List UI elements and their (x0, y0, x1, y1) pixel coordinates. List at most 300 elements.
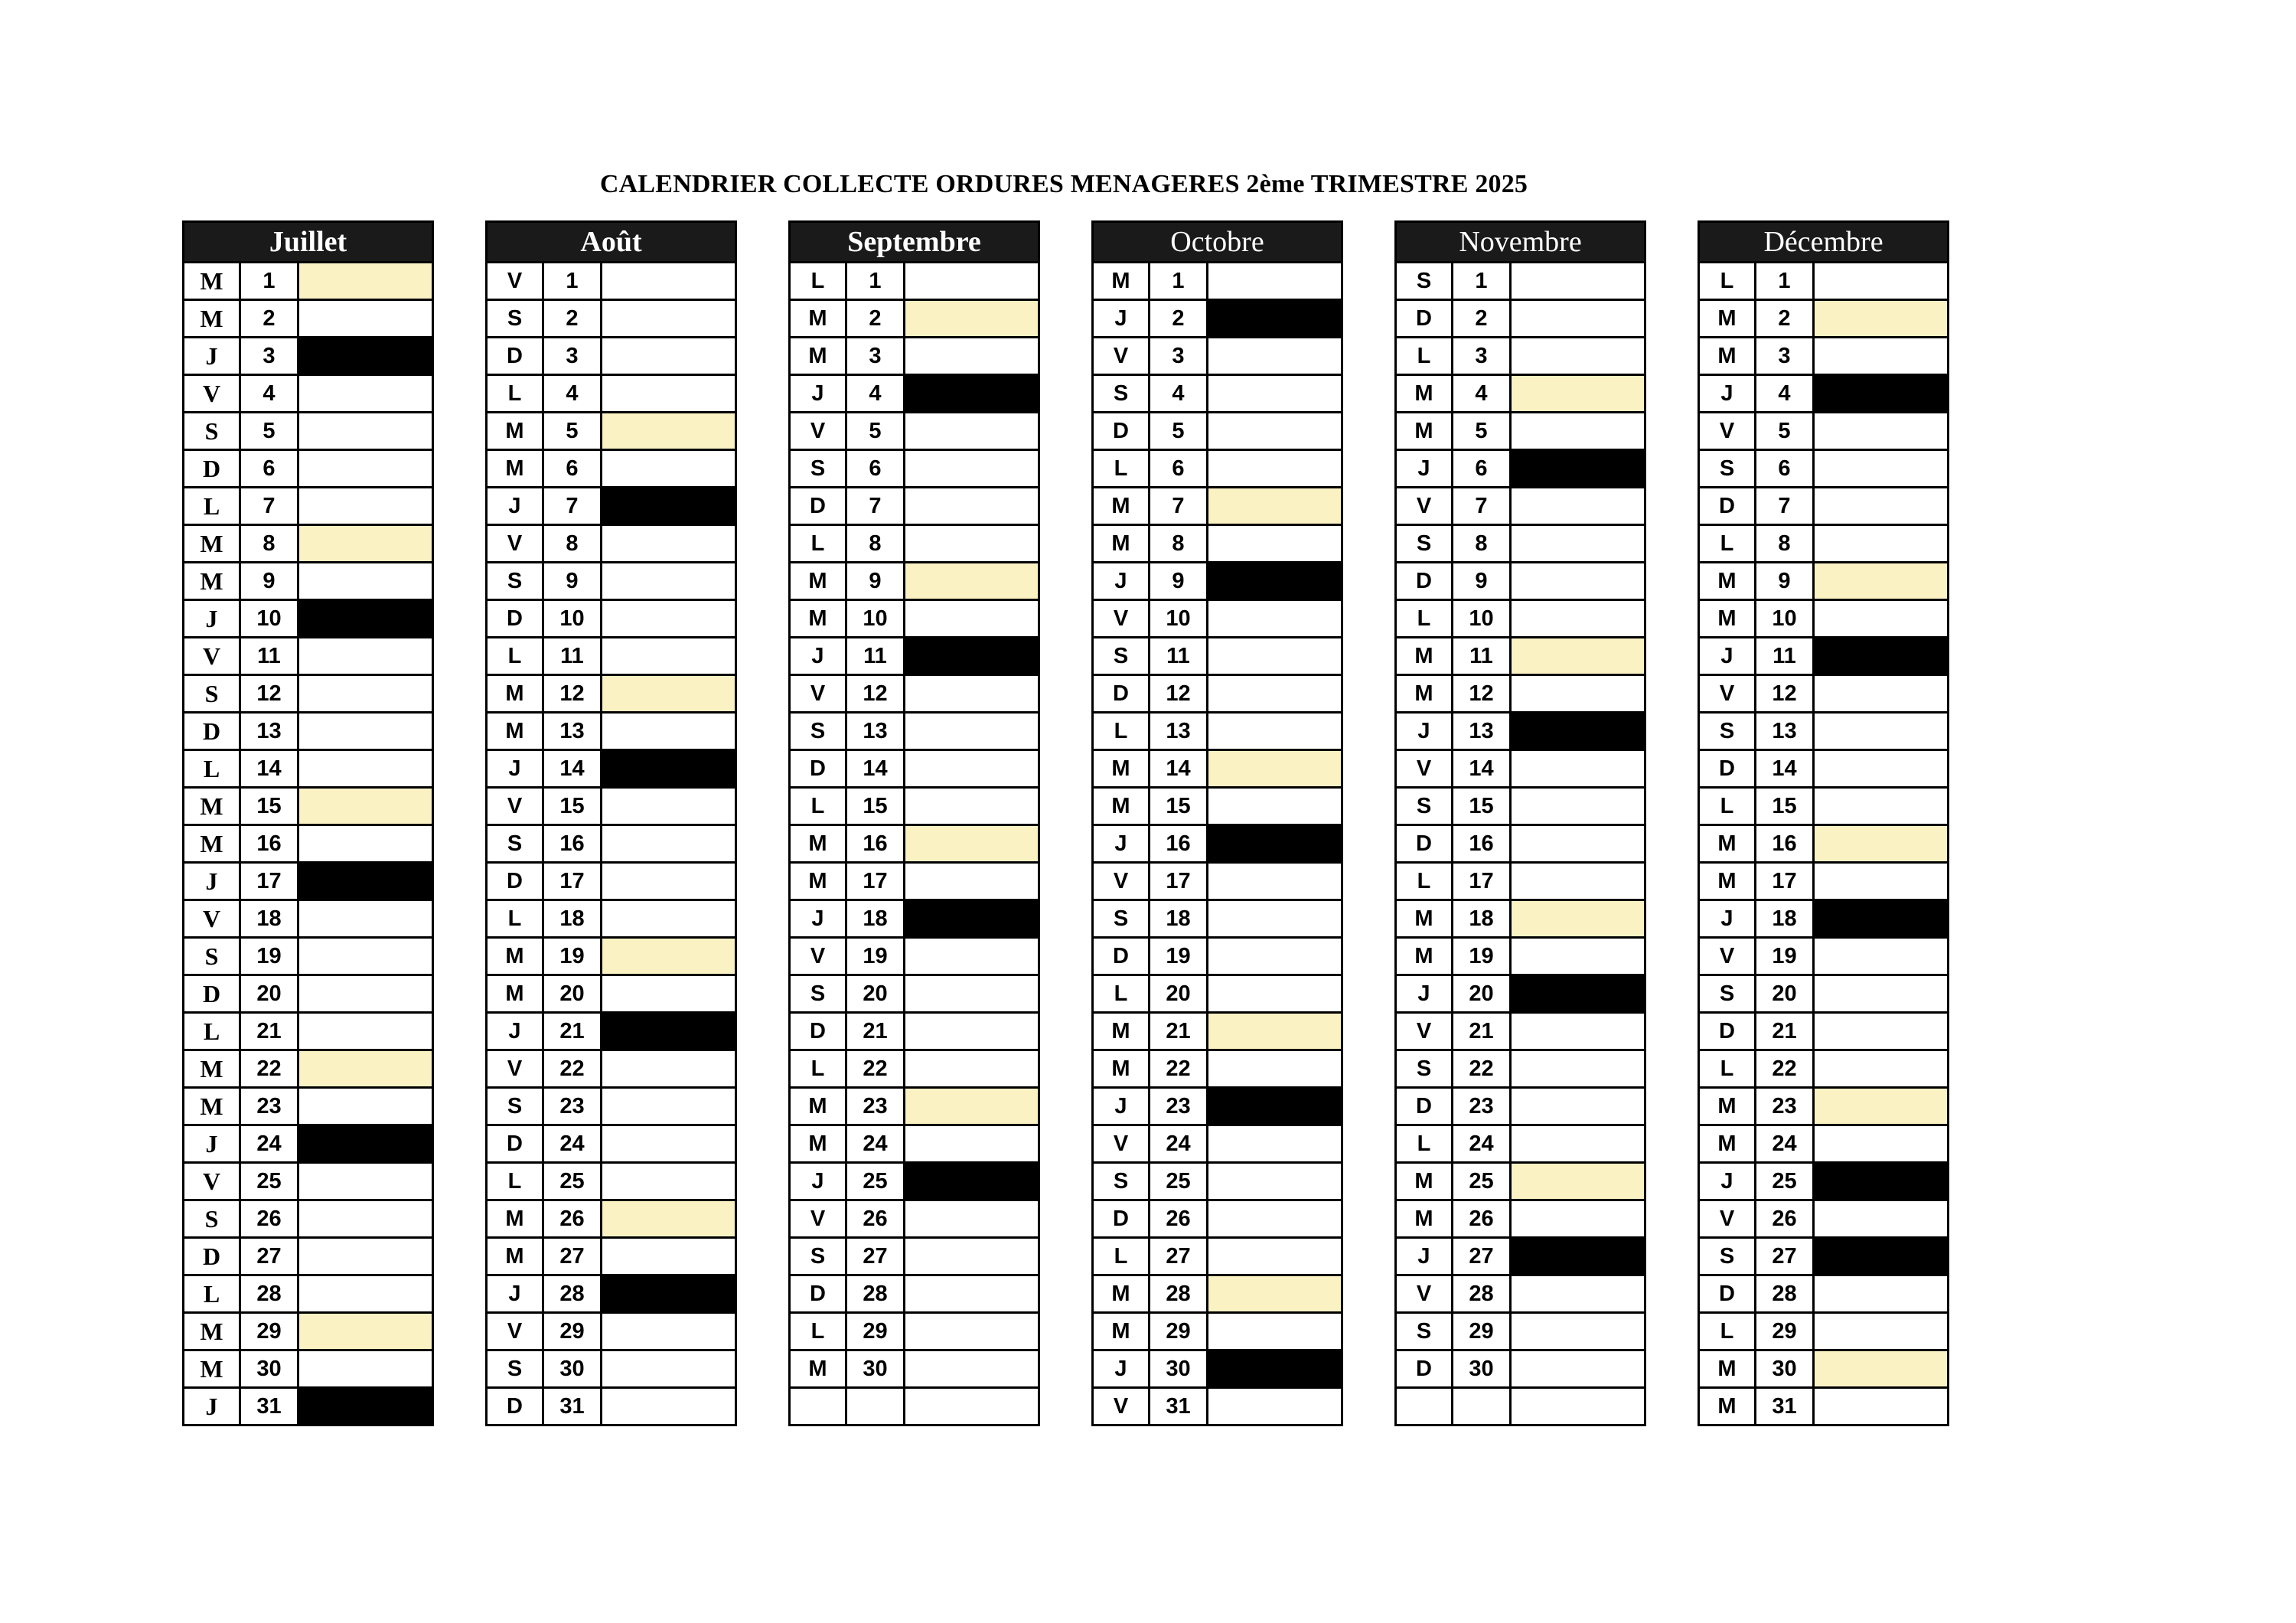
day-row (487, 375, 736, 413)
day-row (487, 750, 736, 788)
day-number: 10 (543, 600, 602, 638)
day-number: 11 (240, 638, 298, 675)
day-number: 16 (543, 825, 602, 863)
collection-cell (298, 1238, 433, 1275)
collection-cell (1208, 1050, 1342, 1088)
collection-cell (1208, 975, 1342, 1013)
day-row (184, 975, 433, 1013)
day-number: 20 (846, 975, 905, 1013)
day-number: 7 (1453, 488, 1511, 525)
day-number: 29 (846, 1313, 905, 1350)
day-row (1396, 600, 1645, 638)
day-row (1093, 1313, 1342, 1350)
day-number: 15 (1150, 788, 1208, 825)
day-row (1699, 338, 1949, 375)
weekday-letter: V (1699, 675, 1756, 713)
day-row (1396, 1275, 1645, 1313)
weekday-letter: L (487, 900, 543, 938)
weekday-letter: L (1396, 863, 1453, 900)
day-number: 6 (1150, 450, 1208, 488)
day-number: 24 (1150, 1125, 1208, 1163)
day-number: 5 (1150, 413, 1208, 450)
day-row (1699, 713, 1949, 750)
collection-cell (905, 488, 1039, 525)
day-number: 9 (1150, 563, 1208, 600)
weekday-letter: D (1396, 1088, 1453, 1125)
weekday-letter: L (1396, 1125, 1453, 1163)
day-row (1396, 788, 1645, 825)
collection-cell (602, 1388, 736, 1425)
day-number: 21 (1453, 1013, 1511, 1050)
day-row (184, 638, 433, 675)
day-number: 27 (543, 1238, 602, 1275)
weekday-letter: M (184, 525, 240, 563)
weekday-letter: L (1699, 1050, 1756, 1088)
weekday-letter: D (1396, 825, 1453, 863)
collection-cell (905, 863, 1039, 900)
day-row (790, 600, 1039, 638)
day-number: 20 (240, 975, 298, 1013)
collection-cell (1208, 1200, 1342, 1238)
day-row (487, 338, 736, 375)
day-row (1093, 825, 1342, 863)
weekday-letter: V (1093, 1388, 1150, 1425)
day-number: 4 (846, 375, 905, 413)
weekday-letter: M (1093, 1313, 1150, 1350)
day-row (1396, 1350, 1645, 1388)
collection-cell (298, 488, 433, 525)
collection-cell (298, 1275, 433, 1313)
collection-mark-black (1208, 563, 1342, 600)
collection-cell (298, 1163, 433, 1200)
weekday-letter: V (790, 1200, 846, 1238)
weekday-letter: L (790, 525, 846, 563)
weekday-letter: J (790, 1163, 846, 1200)
weekday-letter: M (1093, 1050, 1150, 1088)
weekday-letter: M (487, 938, 543, 975)
day-number: 10 (1150, 600, 1208, 638)
collection-cell (602, 525, 736, 563)
collection-mark-yellow (298, 1050, 433, 1088)
collection-cell (905, 450, 1039, 488)
day-number: 11 (1453, 638, 1511, 675)
day-row (1396, 975, 1645, 1013)
day-row (1093, 488, 1342, 525)
day-row (487, 1238, 736, 1275)
day-row (1699, 1350, 1949, 1388)
day-number: 13 (543, 713, 602, 750)
weekday-letter: D (1093, 938, 1150, 975)
day-number: 10 (846, 600, 905, 638)
day-row (1093, 1275, 1342, 1313)
collection-cell (1814, 938, 1949, 975)
day-number: 19 (1453, 938, 1511, 975)
day-number: 17 (543, 863, 602, 900)
collection-cell (1511, 263, 1645, 300)
collection-cell (1208, 788, 1342, 825)
day-row (1396, 1163, 1645, 1200)
weekday-letter: M (1093, 1275, 1150, 1313)
weekday-letter: S (1396, 1050, 1453, 1088)
day-row (487, 1313, 736, 1350)
collection-cell (298, 450, 433, 488)
collection-mark-black (298, 600, 433, 638)
day-row (184, 1350, 433, 1388)
weekday-letter: J (184, 1125, 240, 1163)
collection-mark-yellow (1208, 488, 1342, 525)
day-number: 21 (543, 1013, 602, 1050)
weekday-letter: J (184, 338, 240, 375)
collection-mark-black (1208, 825, 1342, 863)
day-number: 25 (1150, 1163, 1208, 1200)
weekday-letter: S (487, 300, 543, 338)
collection-cell (1814, 675, 1949, 713)
day-row (1396, 1388, 1645, 1425)
day-number: 9 (1453, 563, 1511, 600)
collection-cell (905, 1200, 1039, 1238)
day-row (1699, 750, 1949, 788)
collection-cell (602, 263, 736, 300)
day-row (1093, 713, 1342, 750)
collection-cell (602, 1238, 736, 1275)
weekday-letter: S (184, 1200, 240, 1238)
collection-cell (1814, 1125, 1949, 1163)
collection-cell (298, 1350, 433, 1388)
day-row (487, 675, 736, 713)
weekday-letter: D (790, 750, 846, 788)
day-number: 19 (543, 938, 602, 975)
day-number: 1 (240, 263, 298, 300)
weekday-letter: V (1093, 1125, 1150, 1163)
day-number: 16 (1756, 825, 1814, 863)
day-number: 30 (846, 1350, 905, 1388)
day-number: 26 (1453, 1200, 1511, 1238)
day-number: 5 (1756, 413, 1814, 450)
weekday-letter: M (184, 1050, 240, 1088)
day-number: 27 (1150, 1238, 1208, 1275)
day-row (790, 638, 1039, 675)
day-row (1699, 1388, 1949, 1425)
weekday-letter: V (1699, 1200, 1756, 1238)
day-number: 25 (1756, 1163, 1814, 1200)
weekday-letter: D (1699, 1013, 1756, 1050)
day-number: 22 (1453, 1050, 1511, 1088)
weekday-letter: J (487, 1275, 543, 1313)
collection-cell (1208, 938, 1342, 975)
day-row (1093, 1088, 1342, 1125)
day-row (184, 563, 433, 600)
day-number: 28 (1453, 1275, 1511, 1313)
day-number: 26 (1150, 1200, 1208, 1238)
collection-mark-black (602, 1013, 736, 1050)
weekday-letter: V (1093, 600, 1150, 638)
day-row (1699, 1238, 1949, 1275)
collection-mark-black (905, 900, 1039, 938)
day-number: 16 (240, 825, 298, 863)
day-number: 26 (240, 1200, 298, 1238)
collection-cell (1814, 1200, 1949, 1238)
day-number: 1 (846, 263, 905, 300)
day-row (790, 1238, 1039, 1275)
weekday-letter: M (790, 563, 846, 600)
day-row (487, 788, 736, 825)
weekday-letter: S (1396, 788, 1453, 825)
day-row (1699, 863, 1949, 900)
day-row (790, 563, 1039, 600)
day-number: 9 (1756, 563, 1814, 600)
day-row (1093, 263, 1342, 300)
collection-cell (1208, 263, 1342, 300)
weekday-letter: J (1396, 975, 1453, 1013)
collection-cell (1511, 338, 1645, 375)
day-number: 17 (1150, 863, 1208, 900)
day-number: 30 (1150, 1350, 1208, 1388)
collection-cell (1511, 300, 1645, 338)
day-row (1699, 638, 1949, 675)
weekday-letter: S (184, 938, 240, 975)
month-header: Juillet (184, 222, 433, 263)
day-row (1699, 300, 1949, 338)
day-row (790, 525, 1039, 563)
weekday-letter: V (487, 1313, 543, 1350)
day-number: 24 (1756, 1125, 1814, 1163)
day-number: 24 (1453, 1125, 1511, 1163)
day-number: 1 (1756, 263, 1814, 300)
day-row (487, 1088, 736, 1125)
day-number: 29 (1756, 1313, 1814, 1350)
day-row (184, 1050, 433, 1088)
day-number: 19 (1756, 938, 1814, 975)
weekday-letter: M (790, 863, 846, 900)
day-number: 19 (240, 938, 298, 975)
weekday-letter: M (1699, 1388, 1756, 1425)
weekday-letter: V (790, 675, 846, 713)
weekday-letter: M (1396, 675, 1453, 713)
collection-cell (1511, 413, 1645, 450)
day-number: 18 (846, 900, 905, 938)
weekday-letter: M (1699, 1350, 1756, 1388)
collection-cell (298, 638, 433, 675)
collection-cell (1208, 900, 1342, 938)
day-number: 7 (846, 488, 905, 525)
weekday-letter: L (1396, 600, 1453, 638)
day-number: 21 (240, 1013, 298, 1050)
weekday-letter: M (487, 450, 543, 488)
collection-cell (905, 1350, 1039, 1388)
collection-mark-black (905, 1163, 1039, 1200)
collection-cell (1208, 863, 1342, 900)
day-row (1699, 1313, 1949, 1350)
collection-cell (905, 713, 1039, 750)
day-number: 28 (1150, 1275, 1208, 1313)
month-table (1698, 220, 1949, 1426)
day-row (1396, 488, 1645, 525)
day-row (1396, 1125, 1645, 1163)
collection-cell (1511, 1013, 1645, 1050)
day-row (790, 263, 1039, 300)
weekday-letter: M (1093, 750, 1150, 788)
weekday-letter: M (790, 338, 846, 375)
day-row (1396, 1088, 1645, 1125)
day-number: 22 (846, 1050, 905, 1088)
weekday-letter: J (1093, 825, 1150, 863)
weekday-letter: D (487, 1125, 543, 1163)
day-row (1699, 1013, 1949, 1050)
collection-mark-yellow (1511, 1163, 1645, 1200)
weekday-letter: M (487, 713, 543, 750)
day-row (790, 863, 1039, 900)
collection-cell (298, 1200, 433, 1238)
collection-cell (1511, 938, 1645, 975)
collection-mark-yellow (602, 1200, 736, 1238)
day-number: 9 (543, 563, 602, 600)
day-number: 16 (1150, 825, 1208, 863)
collection-cell (602, 1050, 736, 1088)
day-row (1699, 488, 1949, 525)
weekday-letter: M (184, 1088, 240, 1125)
day-row (1699, 1200, 1949, 1238)
day-number: 9 (240, 563, 298, 600)
collection-mark-yellow (1511, 638, 1645, 675)
collection-cell (1814, 788, 1949, 825)
collection-cell (1511, 1350, 1645, 1388)
month-table (485, 220, 737, 1426)
day-row (184, 713, 433, 750)
collection-mark-black (602, 750, 736, 788)
day-row (1093, 1163, 1342, 1200)
day-number: 12 (846, 675, 905, 713)
day-number: 21 (1756, 1013, 1814, 1050)
collection-cell (1208, 675, 1342, 713)
day-row (1093, 750, 1342, 788)
day-row (184, 938, 433, 975)
collection-cell (602, 1163, 736, 1200)
day-number: 30 (543, 1350, 602, 1388)
collection-cell (602, 600, 736, 638)
collection-cell (602, 863, 736, 900)
weekday-letter: M (1093, 788, 1150, 825)
weekday-letter: L (1699, 263, 1756, 300)
collection-mark-yellow (602, 938, 736, 975)
weekday-letter: J (790, 900, 846, 938)
day-number: 15 (543, 788, 602, 825)
weekday-letter: J (1093, 563, 1150, 600)
weekday-letter: D (487, 1388, 543, 1425)
day-row (790, 1088, 1039, 1125)
collection-cell (1208, 1388, 1342, 1425)
weekday-letter: V (1396, 1275, 1453, 1313)
weekday-letter: L (790, 1050, 846, 1088)
weekday-letter: S (1699, 450, 1756, 488)
page-title: CALENDRIER COLLECTE ORDURES MENAGERES 2ème TRIMESTRE 2025 (599, 170, 1528, 198)
collection-cell (602, 1350, 736, 1388)
day-number: 2 (846, 300, 905, 338)
day-row (487, 638, 736, 675)
day-row (790, 1275, 1039, 1313)
collection-mark-black (1511, 1238, 1645, 1275)
day-row (487, 1013, 736, 1050)
collection-cell (602, 1088, 736, 1125)
day-number: 21 (846, 1013, 905, 1050)
month-header: Août (487, 222, 736, 263)
day-number: 8 (1150, 525, 1208, 563)
collection-cell (1208, 713, 1342, 750)
weekday-letter: M (1699, 1125, 1756, 1163)
weekday-letter: S (184, 413, 240, 450)
collection-cell (1208, 1125, 1342, 1163)
collection-cell (905, 750, 1039, 788)
collection-mark-yellow (1814, 563, 1949, 600)
day-number: 14 (846, 750, 905, 788)
day-row (1699, 450, 1949, 488)
day-number: 27 (1453, 1238, 1511, 1275)
day-number: 29 (543, 1313, 602, 1350)
collection-mark-black (298, 1125, 433, 1163)
collection-cell (298, 975, 433, 1013)
weekday-letter: J (487, 750, 543, 788)
day-row (184, 525, 433, 563)
weekday-letter: M (1396, 375, 1453, 413)
weekday-letter: L (790, 788, 846, 825)
weekday-letter: M (1093, 1013, 1150, 1050)
weekday-letter: D (487, 863, 543, 900)
collection-cell (905, 338, 1039, 375)
weekday-letter: D (1093, 413, 1150, 450)
day-row (184, 1163, 433, 1200)
weekday-letter: S (1093, 900, 1150, 938)
day-number: 10 (240, 600, 298, 638)
day-row (790, 1388, 1039, 1425)
collection-cell (1814, 713, 1949, 750)
collection-cell (602, 300, 736, 338)
month-table (182, 220, 434, 1426)
day-number: 2 (1453, 300, 1511, 338)
day-row (1093, 1238, 1342, 1275)
day-number: 18 (240, 900, 298, 938)
day-number: 1 (543, 263, 602, 300)
collection-mark-black (298, 338, 433, 375)
weekday-letter: M (1396, 938, 1453, 975)
weekday-letter: M (1699, 1088, 1756, 1125)
day-number: 15 (1756, 788, 1814, 825)
collection-cell (602, 975, 736, 1013)
collection-cell (602, 788, 736, 825)
weekday-letter: L (184, 1275, 240, 1313)
collection-cell (298, 375, 433, 413)
day-row (184, 375, 433, 413)
collection-mark-black (1511, 713, 1645, 750)
day-number: 30 (240, 1350, 298, 1388)
weekday-letter: J (790, 375, 846, 413)
weekday-letter: S (1699, 1238, 1756, 1275)
month-table (1394, 220, 1646, 1426)
weekday-letter: V (1699, 938, 1756, 975)
day-number: 18 (1756, 900, 1814, 938)
day-number: 15 (1453, 788, 1511, 825)
day-number: 6 (543, 450, 602, 488)
weekday-letter: S (1699, 975, 1756, 1013)
weekday-letter: M (1699, 825, 1756, 863)
day-number: 29 (240, 1313, 298, 1350)
day-number: 25 (240, 1163, 298, 1200)
weekday-letter: J (1093, 1088, 1150, 1125)
day-number: 10 (1756, 600, 1814, 638)
collection-cell (1208, 338, 1342, 375)
day-row (184, 488, 433, 525)
day-number (1453, 1388, 1511, 1425)
day-row (790, 1313, 1039, 1350)
day-number: 25 (543, 1163, 602, 1200)
